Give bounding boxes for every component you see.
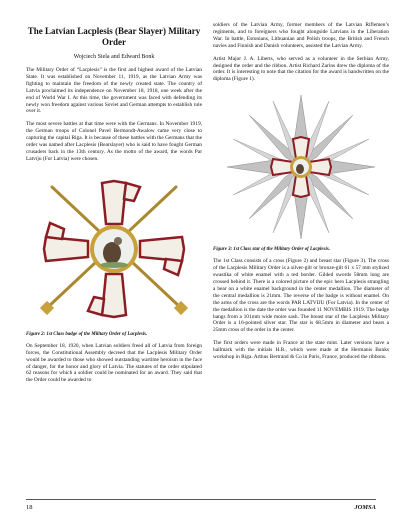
paragraph: Artist Major J. A. Liberts, who served as a volunteer in the Serbian Army, designed the order and the ribbon. Artist Richard Zarins drew the diploma of the order. It is interesting to note that the citation for the award is handwritten on the diploma (Figure 1). xyxy=(213,55,389,83)
breast-star-image xyxy=(213,89,389,244)
cross-badge-image xyxy=(26,169,202,329)
page-footer xyxy=(26,499,376,516)
page-number: 18 xyxy=(26,504,33,511)
badge-photo xyxy=(26,169,202,329)
paragraph: The Military Order of “Lacplesis” is the first and highest award of the Latvian State. It was established on November 11, 1919, as the Latvian Army was fighting to maintain the freedom of the newly created state. The country of Latvia proclaimed its independence on November 18, 1918, one week after the end of World War I. At this time, the government was faced with defending its newly won freedom against various Soviet and German attempts to establish rule over it. xyxy=(26,67,202,115)
paragraph: On September 18, 1920, when Latvian soldiers freed all of Latvia from foreign forces, the Constitutional Assembly decreed that the Lacplesis Military Order would be awarded to those who showed outstanding wartime heroism in the face of danger, for the honor and glory of Latvia. The statutes of the order stipulated 62 reasons for which a soldier could be nominated for an award. They said that the Order could be awarded to xyxy=(26,342,202,384)
journal-name: JOMSA xyxy=(354,504,376,511)
article-authors: Wojciech Stela and Edward Bonk xyxy=(73,54,155,60)
star-photo xyxy=(213,89,389,244)
figure-caption: Figure 2: 1st Class badge of the Military Order of Lacplesis. xyxy=(26,331,148,337)
left-column xyxy=(26,22,202,390)
paragraph: The most severe battles at that time were with the Germans. In November 1919, the German troops of Colonel Pavel Bermondt-Awalow came very close to capturing the capital Riga. It is because of these battles with the Germans that the order was named after Lacplesis (Bearslayer) who is said to have fought German crusaders back in the 13th century. As the motto of the award, the words Par Latviju (For Latvia) were chosen. xyxy=(26,121,202,162)
right-column xyxy=(213,22,389,367)
paragraph: The 1st Class consists of a cross (Figure 2) and breast star (Figure 3). The cross of the Lacplesis Military Order is a silver-gilt or bronze-gilt 61 x 57 mm stylized swastika of white enamel with a red border. Gilded swords 58mm long are crossed behind it. There is a colored picture of the epic hero Lacplesis strangling a bear on a white enamel background in the center medallion. The diameter of the central medallion is 21mm. The reverse of the badge is without enamel. On the arms of the cross are the words PAR LATVIJU (For Latvia). In the center of the medallion is the date the order was founded 11 NOVEMBIS 1919. The badge hangs from a 101mm wide moire sash. The breast star of the Lacplesis Military Order is a 16-pointed silver star. The star is 68.5mm in diameter and bears a 25mm cross of the order in the center. xyxy=(213,258,389,334)
article-title: The Latvian Lacplesis (Bear Slayer) Military Order xyxy=(27,26,201,47)
paragraph: The first orders were made in France at the state mint. Later versions have a hallmark with the initials H.B., which were made at the Hermanis Bunks workshop in Riga. Arthus Bertrand & Co in Paris, France, produced the ribbons. xyxy=(213,340,389,361)
figure-caption: Figure 3: 1st Class star of the Military Order of Lacplesis. xyxy=(213,247,330,253)
paragraph: soldiers of the Latvian Army, former members of the Latvian Riflemen’s regiments, and to foreigners who fought alongside Latvians in the Liberation War. In battle, Estonians, Lithuanian and Polish troops, the British and French navies and Finnish and Danish volunteers, assisted the Latvian Army. xyxy=(213,22,389,49)
